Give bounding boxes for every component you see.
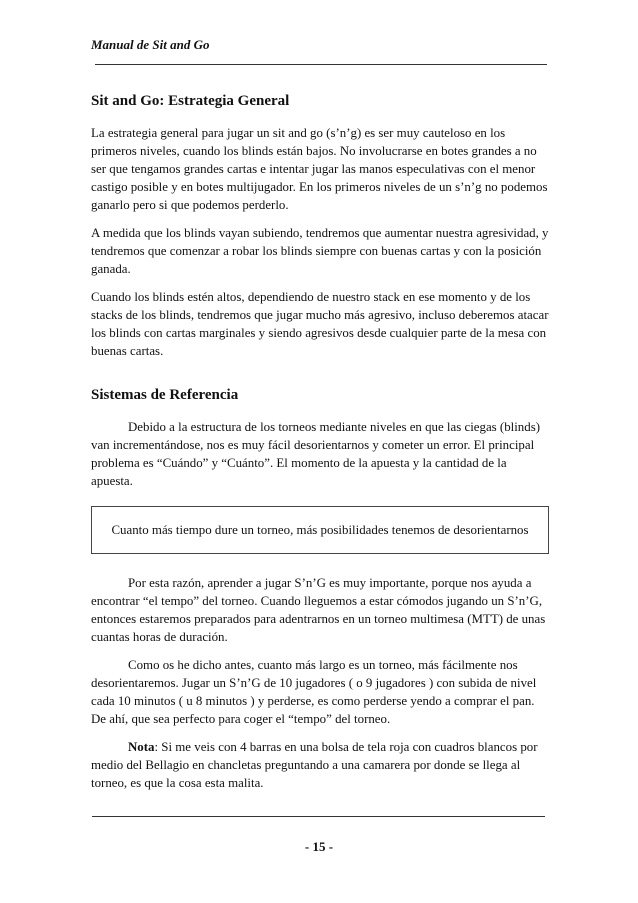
page-content [91, 92, 549, 802]
running-header: Manual de Sit and Go [91, 37, 210, 52]
footer-rule [92, 816, 545, 817]
paragraph: Debido a la estructura de los torneos mediante niveles en que las ciegas (blinds) van incrementándose, nos es muy fácil desorientarnos y cometer un error. El principal problema es “Cuándo” y “Cuánto”. El momento de la apuesta y la cantidad de la apuesta. [91, 420, 541, 488]
paragraph: La estrategia general para jugar un sit and go (s’n’g) es ser muy cauteloso en los primeros niveles, cuando los blinds están bajos. No involucrarse en botes grandes a no ser que tengamos grandes cartas e intentar jugar las manos especulativas con el menor castigo posible y en botes multijugador. En los primeros niveles de un s’n’g no podemos ganarlo pero si que podemos perderlo. [91, 126, 548, 212]
highlight-box [91, 506, 549, 554]
note-label: Nota [128, 740, 155, 754]
section-heading-estrategia: Sit and Go: Estrategia General [91, 93, 290, 109]
section-heading-sistemas: Sistemas de Referencia [91, 387, 239, 403]
paragraph: Como os he dicho antes, cuanto más largo es un torneo, más fácilmente nos desorientaremos. Jugar un S’n’G de 10 jugadores ( o 9 jugadores ) con subida de nivel cada 10 minutos ( u 8 minutos ) y perderse, es como perderse yendo a comprar el pan. De ahí, que sea perfecto para coger el “tempo” del torneo. [91, 658, 537, 726]
paragraph: A medida que los blinds vayan subiendo, tendremos que aumentar nuestra agresividad, y tendremos que comenzar a robar los blinds siempre con buenas cartas y con la posición ganada. [91, 226, 549, 276]
highlight-text: Cuanto más tiempo dure un torneo, más posibilidades tenemos de desorientarnos [111, 523, 529, 537]
paragraph: Cuando los blinds estén altos, dependiendo de nuestro stack en ese momento y de los stacks de los blinds, tendremos que jugar mucho más agresivo, incluso deberemos atacar los blinds con cartas marginales y siendo agresivos desde cualquier parte de la mesa con buenas cartas. [91, 290, 549, 358]
note-text: : Si me veis con 4 barras en una bolsa de tela roja con cuadros blancos por medio del Bellagio en chancletas preguntando a una camarera por donde se llega al torneo, es que la cosa esta malita. [91, 740, 538, 790]
header-rule [95, 64, 547, 65]
paragraph: Por esta razón, aprender a jugar S’n’G es muy importante, porque nos ayuda a encontrar “el tempo” del torneo. Cuando lleguemos a estar cómodos jugando un S’n’G, entonces estaremos preparados para adentrarnos en un torneo multimesa (MTT) de unas cuantas horas de duración. [91, 576, 546, 644]
page-number: - 15 - [304, 839, 334, 854]
note-paragraph [91, 738, 549, 792]
